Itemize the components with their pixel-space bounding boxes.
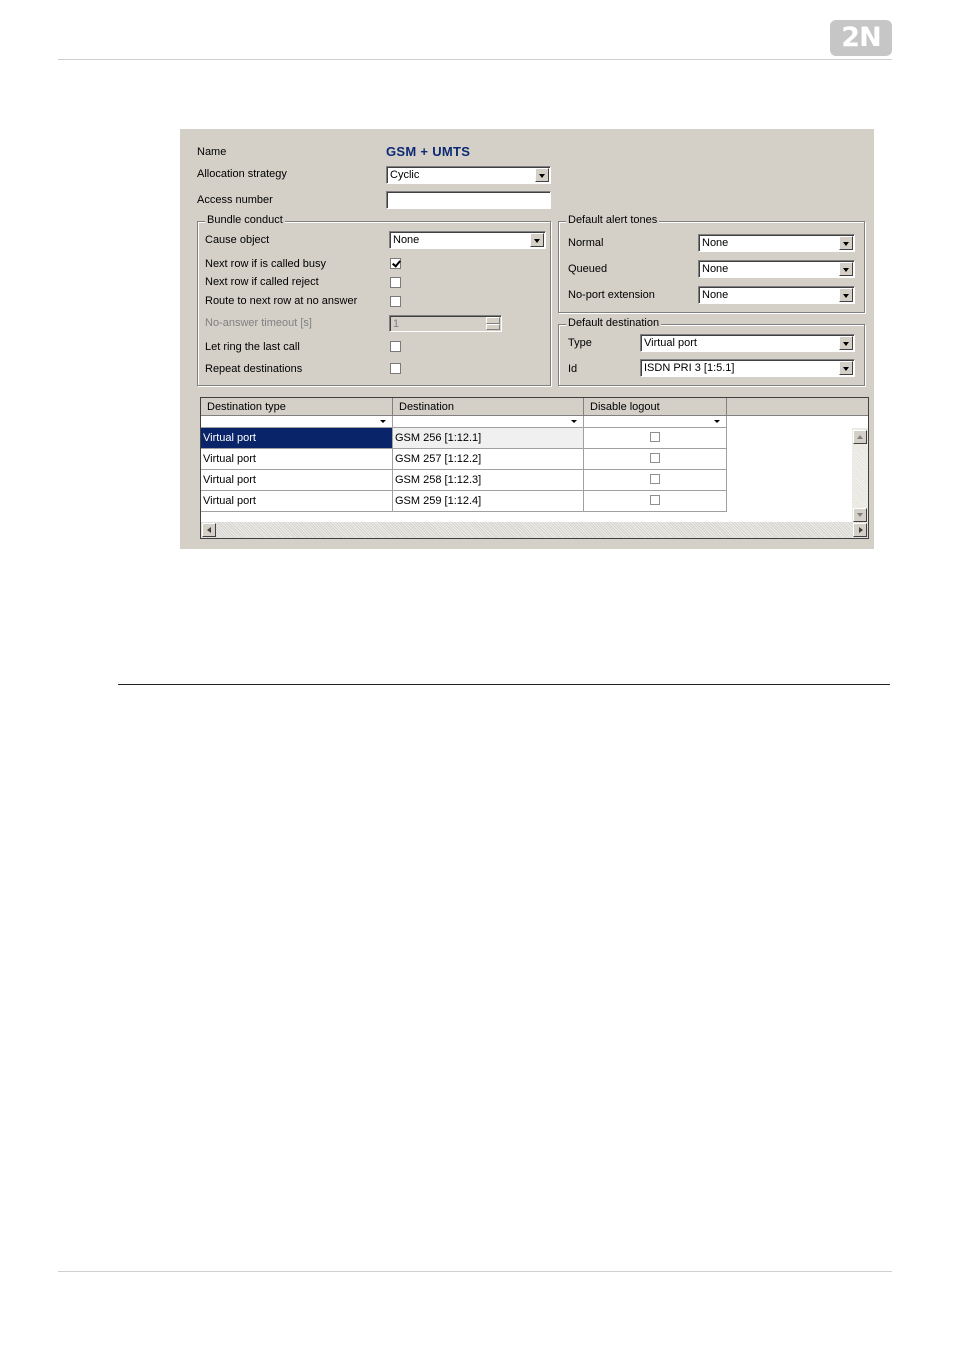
- next-row-busy-label: Next row if is called busy: [205, 258, 327, 270]
- next-row-reject-checkbox[interactable]: [390, 277, 401, 288]
- table-row-cell-destination[interactable]: GSM 257 [1:12.2]: [393, 449, 584, 470]
- chevron-down-icon[interactable]: [839, 262, 853, 276]
- queued-tone-select[interactable]: None: [698, 260, 855, 278]
- horizontal-scrollbar[interactable]: [201, 522, 868, 538]
- scroll-up-icon[interactable]: [853, 430, 867, 444]
- repeat-destinations-label: Repeat destinations: [205, 363, 303, 375]
- filter-dropdown-destination-type[interactable]: [201, 416, 393, 428]
- route-no-answer-checkbox[interactable]: [390, 296, 401, 307]
- cause-object-select[interactable]: None: [389, 231, 546, 249]
- cause-object-label: Cause object: [205, 234, 270, 246]
- disable-logout-checkbox[interactable]: [650, 495, 660, 505]
- column-header-disable-logout[interactable]: Disable logout: [584, 398, 727, 416]
- no-answer-timeout-label: No-answer timeout [s]: [205, 317, 312, 329]
- table-row-cell-destination[interactable]: GSM 259 [1:12.4]: [393, 491, 584, 512]
- chevron-down-icon[interactable]: [839, 288, 853, 302]
- disable-logout-checkbox[interactable]: [650, 474, 660, 484]
- table-row-cell-disable-logout[interactable]: [584, 449, 727, 470]
- filter-dropdown-destination[interactable]: [393, 416, 584, 428]
- no-port-extension-label: No-port extension: [568, 289, 655, 301]
- table-row-cell-destination[interactable]: GSM 258 [1:12.3]: [393, 470, 584, 491]
- disable-logout-checkbox[interactable]: [650, 453, 660, 463]
- next-row-busy-checkbox[interactable]: [390, 258, 401, 269]
- default-alert-tones-group: [558, 214, 865, 313]
- chevron-down-icon[interactable]: [839, 236, 853, 250]
- next-row-reject-label: Next row if called reject: [205, 276, 319, 288]
- table-row-cell-type[interactable]: Virtual port: [201, 491, 393, 512]
- bundle-settings-dialog: [180, 129, 874, 549]
- vertical-scrollbar[interactable]: [852, 428, 868, 522]
- id-label: Id: [568, 363, 578, 375]
- chevron-down-icon[interactable]: [535, 168, 549, 182]
- access-number-input[interactable]: [386, 191, 551, 209]
- column-header-destination[interactable]: Destination: [393, 398, 584, 416]
- disable-logout-checkbox[interactable]: [650, 432, 660, 442]
- destinations-grid: [200, 397, 869, 539]
- let-ring-last-call-checkbox[interactable]: [390, 341, 401, 352]
- column-header-destination-type[interactable]: Destination type: [201, 398, 393, 416]
- allocation-strategy-label: Allocation strategy: [197, 168, 287, 180]
- table-row-cell-destination[interactable]: GSM 256 [1:12.1]: [393, 428, 584, 449]
- header-divider: [58, 59, 892, 60]
- type-label: Type: [568, 337, 592, 349]
- route-no-answer-label: Route to next row at no answer: [205, 295, 358, 307]
- table-row-cell-disable-logout[interactable]: [584, 470, 727, 491]
- no-answer-timeout-input[interactable]: 1: [389, 315, 502, 332]
- repeat-destinations-checkbox[interactable]: [390, 363, 401, 374]
- destination-type-select[interactable]: Virtual port: [640, 334, 855, 352]
- scroll-down-icon[interactable]: [853, 508, 867, 522]
- name-value: GSM + UMTS: [386, 144, 471, 159]
- let-ring-last-call-label: Let ring the last call: [205, 341, 300, 353]
- default-destination-title: Default destination: [568, 317, 660, 329]
- section-divider: [118, 684, 890, 685]
- footer-divider: [58, 1271, 892, 1272]
- chevron-down-icon[interactable]: [530, 233, 544, 247]
- scroll-right-icon[interactable]: [853, 523, 867, 537]
- spin-buttons[interactable]: [486, 317, 500, 330]
- name-label: Name: [197, 146, 227, 158]
- table-row-cell-disable-logout[interactable]: [584, 491, 727, 512]
- column-header-filler: [727, 398, 868, 416]
- default-alert-tones-title: Default alert tones: [568, 214, 658, 226]
- table-row-cell-type[interactable]: Virtual port: [201, 449, 393, 470]
- table-row-cell-type[interactable]: Virtual port: [201, 470, 393, 491]
- allocation-strategy-select[interactable]: Cyclic: [386, 166, 551, 184]
- no-port-tone-select[interactable]: None: [698, 286, 855, 304]
- table-row-cell-disable-logout[interactable]: [584, 428, 727, 449]
- bundle-conduct-title: Bundle conduct: [207, 214, 283, 226]
- access-number-label: Access number: [197, 194, 273, 206]
- bundle-conduct-group: [197, 214, 551, 386]
- normal-label: Normal: [568, 237, 604, 249]
- chevron-down-icon[interactable]: [839, 336, 853, 350]
- default-destination-group: [558, 317, 865, 386]
- chevron-down-icon[interactable]: [839, 361, 853, 375]
- normal-tone-select[interactable]: None: [698, 234, 855, 252]
- filter-dropdown-disable-logout[interactable]: [584, 416, 727, 428]
- table-row-cell-type[interactable]: Virtual port: [201, 428, 393, 449]
- queued-label: Queued: [568, 263, 608, 275]
- scroll-left-icon[interactable]: [202, 523, 216, 537]
- destination-id-select[interactable]: ISDN PRI 3 [1:5.1]: [640, 359, 855, 377]
- brand-logo: 2N: [830, 20, 892, 56]
